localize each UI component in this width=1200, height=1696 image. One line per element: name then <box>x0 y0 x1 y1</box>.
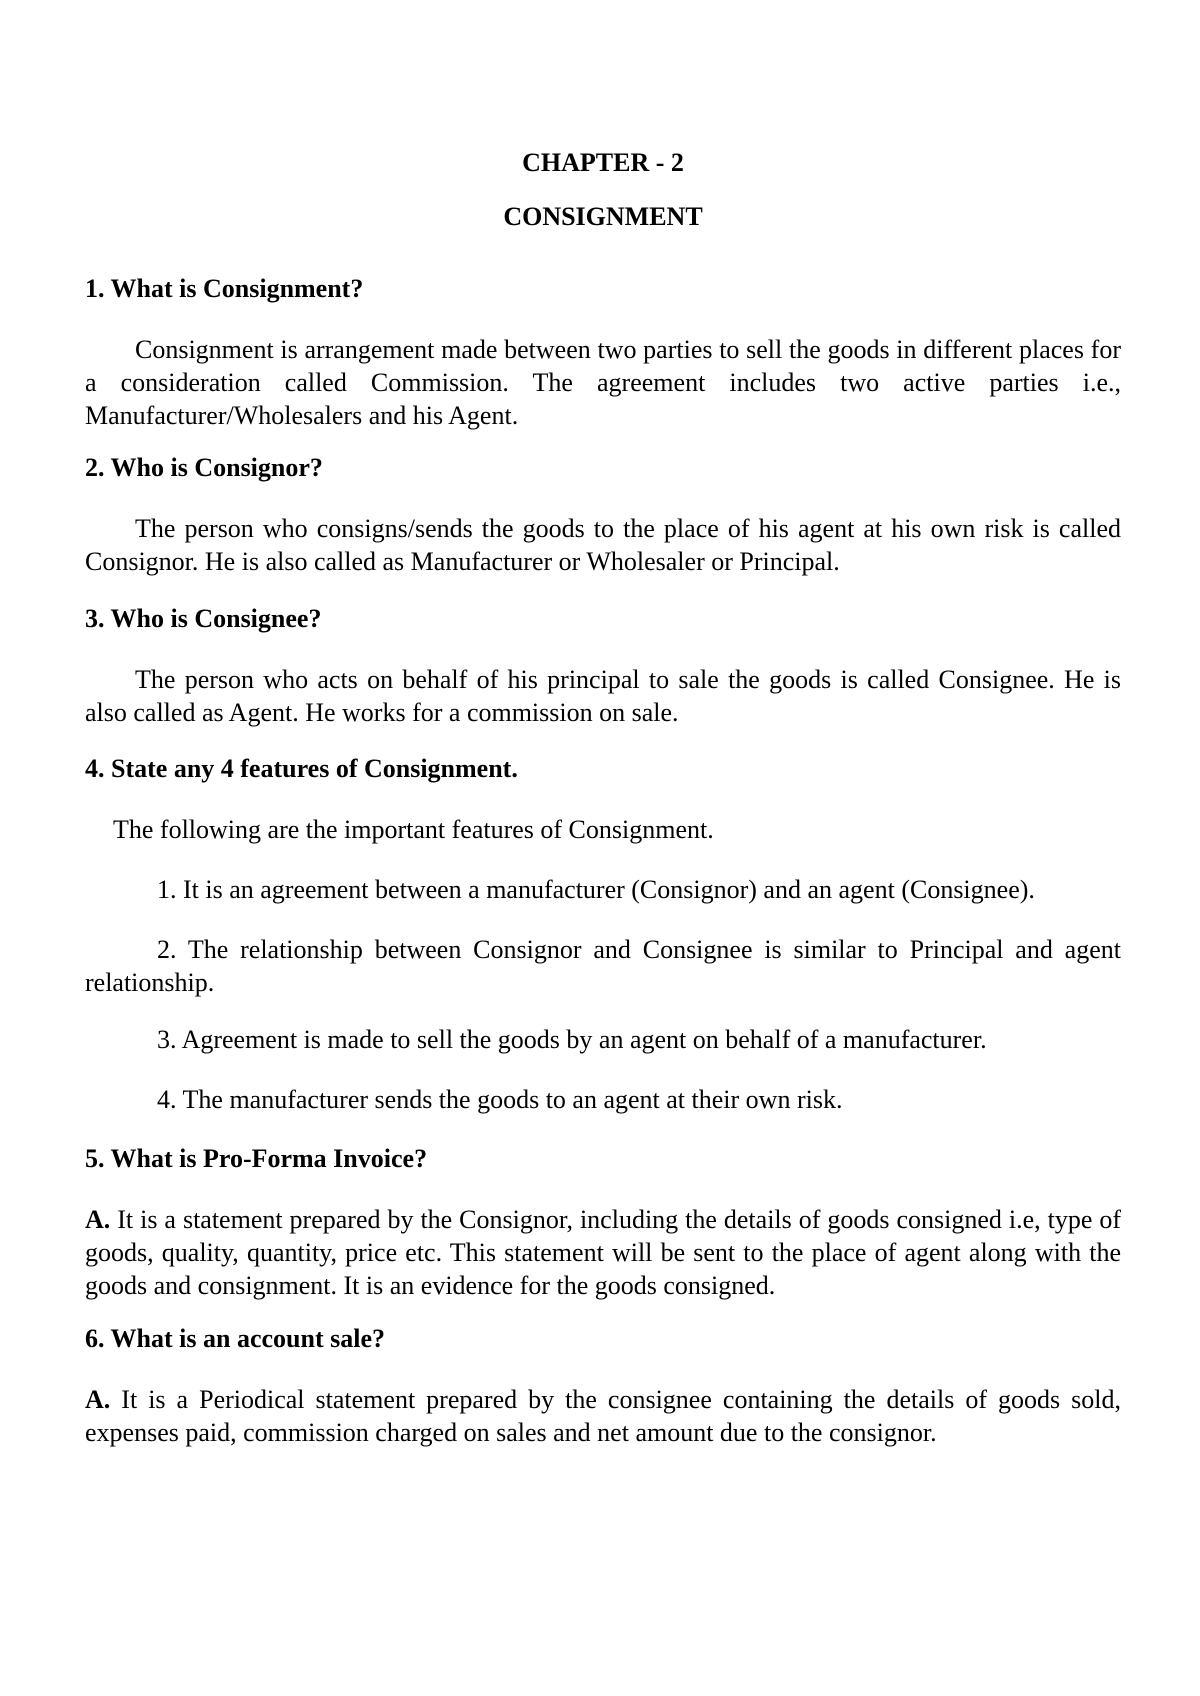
answer-2: The person who consigns/sends the goods to the place of his agent at his own risk is called Consignor. He is also called as Manufacturer or Wholesaler or Principal. <box>85 514 1121 576</box>
answer-3: The person who acts on behalf of his principal to sale the goods is called Consignee. He is also called as Agent. He works for a commission on sale. <box>85 665 1121 727</box>
answer-lead: A. <box>85 1205 111 1234</box>
feature-item: 1. It is an agreement between a manufacturer (Consignor) and an agent (Consignee). <box>157 875 1035 904</box>
answer-5 <box>85 1203 1121 1302</box>
feature-item: 3. Agreement is made to sell the goods by an agent on behalf of a manufacturer. <box>157 1025 987 1054</box>
question-1: 1. What is Consignment? <box>85 274 364 303</box>
question-6: 6. What is an account sale? <box>85 1324 385 1353</box>
page-title: CONSIGNMENT <box>503 202 703 231</box>
answer-lead: A. <box>85 1385 111 1414</box>
answer-6 <box>85 1383 1121 1449</box>
question-4: 4. State any 4 features of Consignment. <box>85 754 518 783</box>
feature-item: 2. The relationship between Consignor and Consignee is similar to Principal and agent relationship. <box>85 935 1121 997</box>
question-2: 2. Who is Consignor? <box>85 453 323 482</box>
feature-item: 4. The manufacturer sends the goods to an agent at their own risk. <box>157 1085 843 1114</box>
answer-1: Consignment is arrangement made between two parties to sell the goods in different places for a consideration called Commission. The agreement includes two active parties i.e., Manufacturer/Wholesalers and his Agent. <box>85 335 1121 430</box>
answer-text: It is a statement prepared by the Consignor, including the details of goods consigned i.e, type of goods, quality, quantity, price etc. This statement will be sent to the place of agent along with the goods and consignment. It is an evidence for the goods consigned. <box>85 1205 1121 1300</box>
question-3: 3. Who is Consignee? <box>85 604 322 633</box>
answer-text: It is a Periodical statement prepared by the consignee containing the details of goods sold, expenses paid, commission charged on sales and net amount due to the consignor. <box>85 1385 1121 1447</box>
question-5: 5. What is Pro-Forma Invoice? <box>85 1144 428 1173</box>
features-intro: The following are the important features of Consignment. <box>113 815 714 844</box>
chapter-heading: CHAPTER - 2 <box>522 148 684 177</box>
